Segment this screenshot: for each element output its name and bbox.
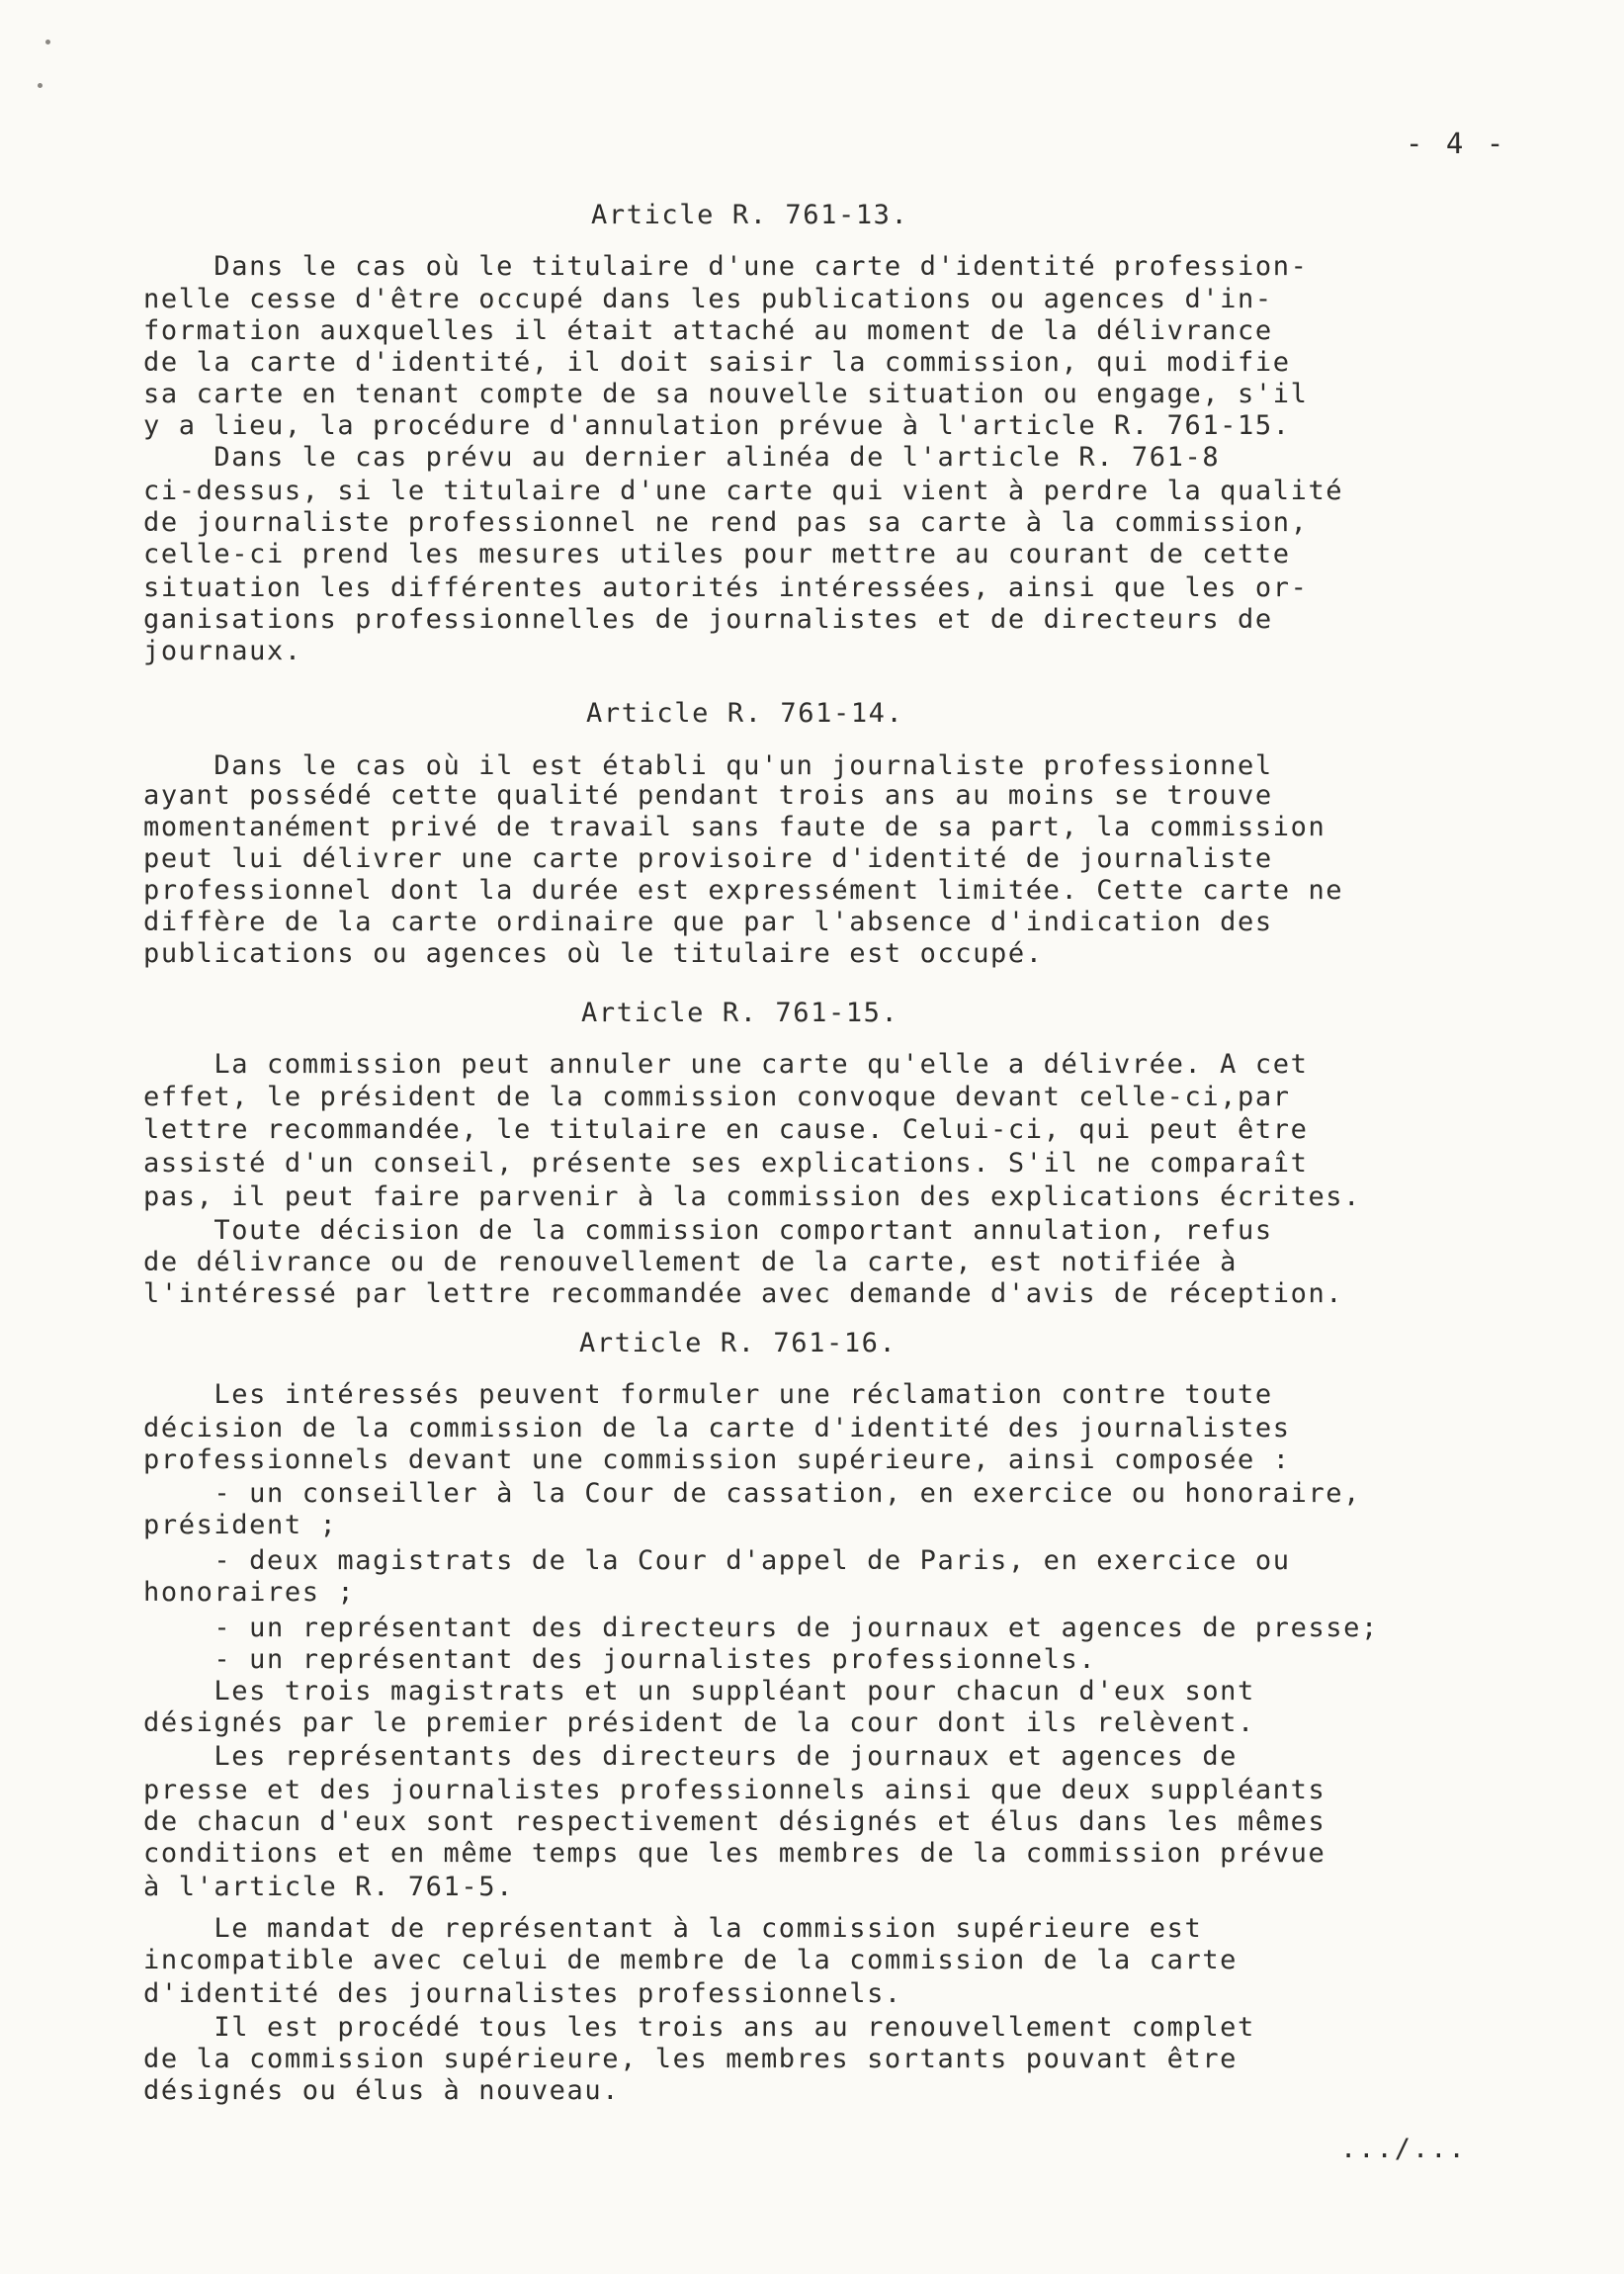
text-line: - un conseiller à la Cour de cassation, en exercice ou honoraire, (143, 1478, 1362, 1509)
text-line: peut lui délivrer une carte provisoire d'identité de journaliste (143, 843, 1273, 874)
article-heading: Article R. 761-13. (591, 200, 909, 230)
text-line: assisté d'un conseil, présente ses explications. S'il ne comparaît (143, 1148, 1309, 1179)
text-line: Toute décision de la commission comportant annulation, refus (143, 1215, 1273, 1246)
text-line: - un représentant des directeurs de journaux et agences de presse; (143, 1613, 1379, 1643)
text-line: pas, il peut faire parvenir à la commission des explications écrites. (143, 1181, 1362, 1212)
text-line: presse et des journalistes professionnels ainsi que deux suppléants (143, 1775, 1326, 1805)
text-line: La commission peut annuler une carte qu'elle a délivrée. A cet (143, 1049, 1309, 1080)
text-line: situation les différentes autorités intéressées, ainsi que les or- (143, 572, 1309, 603)
article-heading: Article R. 761-14. (586, 698, 904, 729)
text-line: de journaliste professionnel ne rend pas sa carte à la commission, (143, 507, 1309, 538)
text-line: honoraires ; (143, 1577, 356, 1608)
text-line: l'intéressé par lettre recommandée avec demande d'avis de réception. (143, 1278, 1344, 1309)
text-line: y a lieu, la procédure d'annulation prévue à l'article R. 761-15. (143, 410, 1291, 441)
text-line: décision de la commission de la carte d'identité des journalistes (143, 1413, 1291, 1443)
text-line: Dans le cas où le titulaire d'une carte d'identité profession- (143, 251, 1309, 282)
continuation-marker: .../... (1340, 2134, 1467, 2164)
text-line: - un représentant des journalistes professionnels. (143, 1644, 1097, 1675)
scan-speck (45, 40, 50, 44)
text-line: de chacun d'eux sont respectivement désignés et élus dans les mêmes (143, 1806, 1326, 1837)
article-heading: Article R. 761-16. (579, 1328, 897, 1358)
text-line: publications ou agences où le titulaire est occupé. (143, 938, 1044, 969)
text-line: - deux magistrats de la Cour d'appel de Paris, en exercice ou (143, 1545, 1291, 1576)
text-line: de la carte d'identité, il doit saisir la commission, qui modifie (143, 347, 1291, 378)
text-line: ganisations professionnelles de journalistes et de directeurs de (143, 604, 1273, 635)
text-line: professionnel dont la durée est expressément limitée. Cette carte ne (143, 875, 1344, 906)
text-line: journaux. (143, 636, 302, 666)
text-line: Les intéressés peuvent formuler une réclamation contre toute (143, 1379, 1273, 1410)
text-line: Il est procédé tous les trois ans au renouvellement complet (143, 2012, 1255, 2043)
text-line: à l'article R. 761-5. (143, 1872, 514, 1902)
text-line: Dans le cas prévu au dernier alinéa de l'article R. 761-8 (143, 442, 1221, 473)
text-line: désignés ou élus à nouveau. (143, 2075, 621, 2106)
text-line: d'identité des journalistes professionnels. (143, 1978, 902, 2009)
text-line: Dans le cas où il est établi qu'un journaliste professionnel (143, 750, 1273, 781)
text-line: Le mandat de représentant à la commission supérieure est (143, 1913, 1203, 1944)
text-line: momentanément privé de travail sans faute de sa part, la commission (143, 812, 1326, 842)
text-line: ayant possédé cette qualité pendant trois ans au moins se trouve (143, 780, 1273, 811)
text-line: conditions et en même temps que les membres de la commission prévue (143, 1838, 1326, 1869)
text-line: ci-dessus, si le titulaire d'une carte qui vient à perdre la qualité (143, 476, 1344, 506)
text-line: nelle cesse d'être occupé dans les publications ou agences d'in- (143, 284, 1273, 314)
text-line: Les représentants des directeurs de journaux et agences de (143, 1741, 1239, 1772)
text-line: diffère de la carte ordinaire que par l'absence d'indication des (143, 907, 1273, 937)
text-line: professionnels devant une commission supérieure, ainsi composée : (143, 1444, 1291, 1475)
text-line: de la commission supérieure, les membres sortants pouvant être (143, 2044, 1239, 2074)
text-line: président ; (143, 1510, 338, 1540)
page-number: - 4 - (1406, 127, 1507, 160)
text-line: désignés par le premier président de la cour dont ils relèvent. (143, 1707, 1255, 1738)
text-line: celle-ci prend les mesures utiles pour mettre au courant de cette (143, 539, 1291, 569)
text-line: incompatible avec celui de membre de la commission de la carte (143, 1945, 1239, 1975)
text-line: effet, le président de la commission convoque devant celle-ci,par (143, 1082, 1291, 1112)
article-heading: Article R. 761-15. (581, 998, 899, 1028)
text-line: lettre recommandée, le titulaire en cause. Celui-ci, qui peut être (143, 1114, 1309, 1145)
text-line: de délivrance ou de renouvellement de la carte, est notifiée à (143, 1247, 1239, 1277)
text-line: Les trois magistrats et un suppléant pour chacun d'eux sont (143, 1676, 1255, 1706)
scan-speck (38, 83, 43, 88)
text-line: sa carte en tenant compte de sa nouvelle situation ou engage, s'il (143, 379, 1309, 409)
text-line: formation auxquelles il était attaché au moment de la délivrance (143, 315, 1273, 346)
